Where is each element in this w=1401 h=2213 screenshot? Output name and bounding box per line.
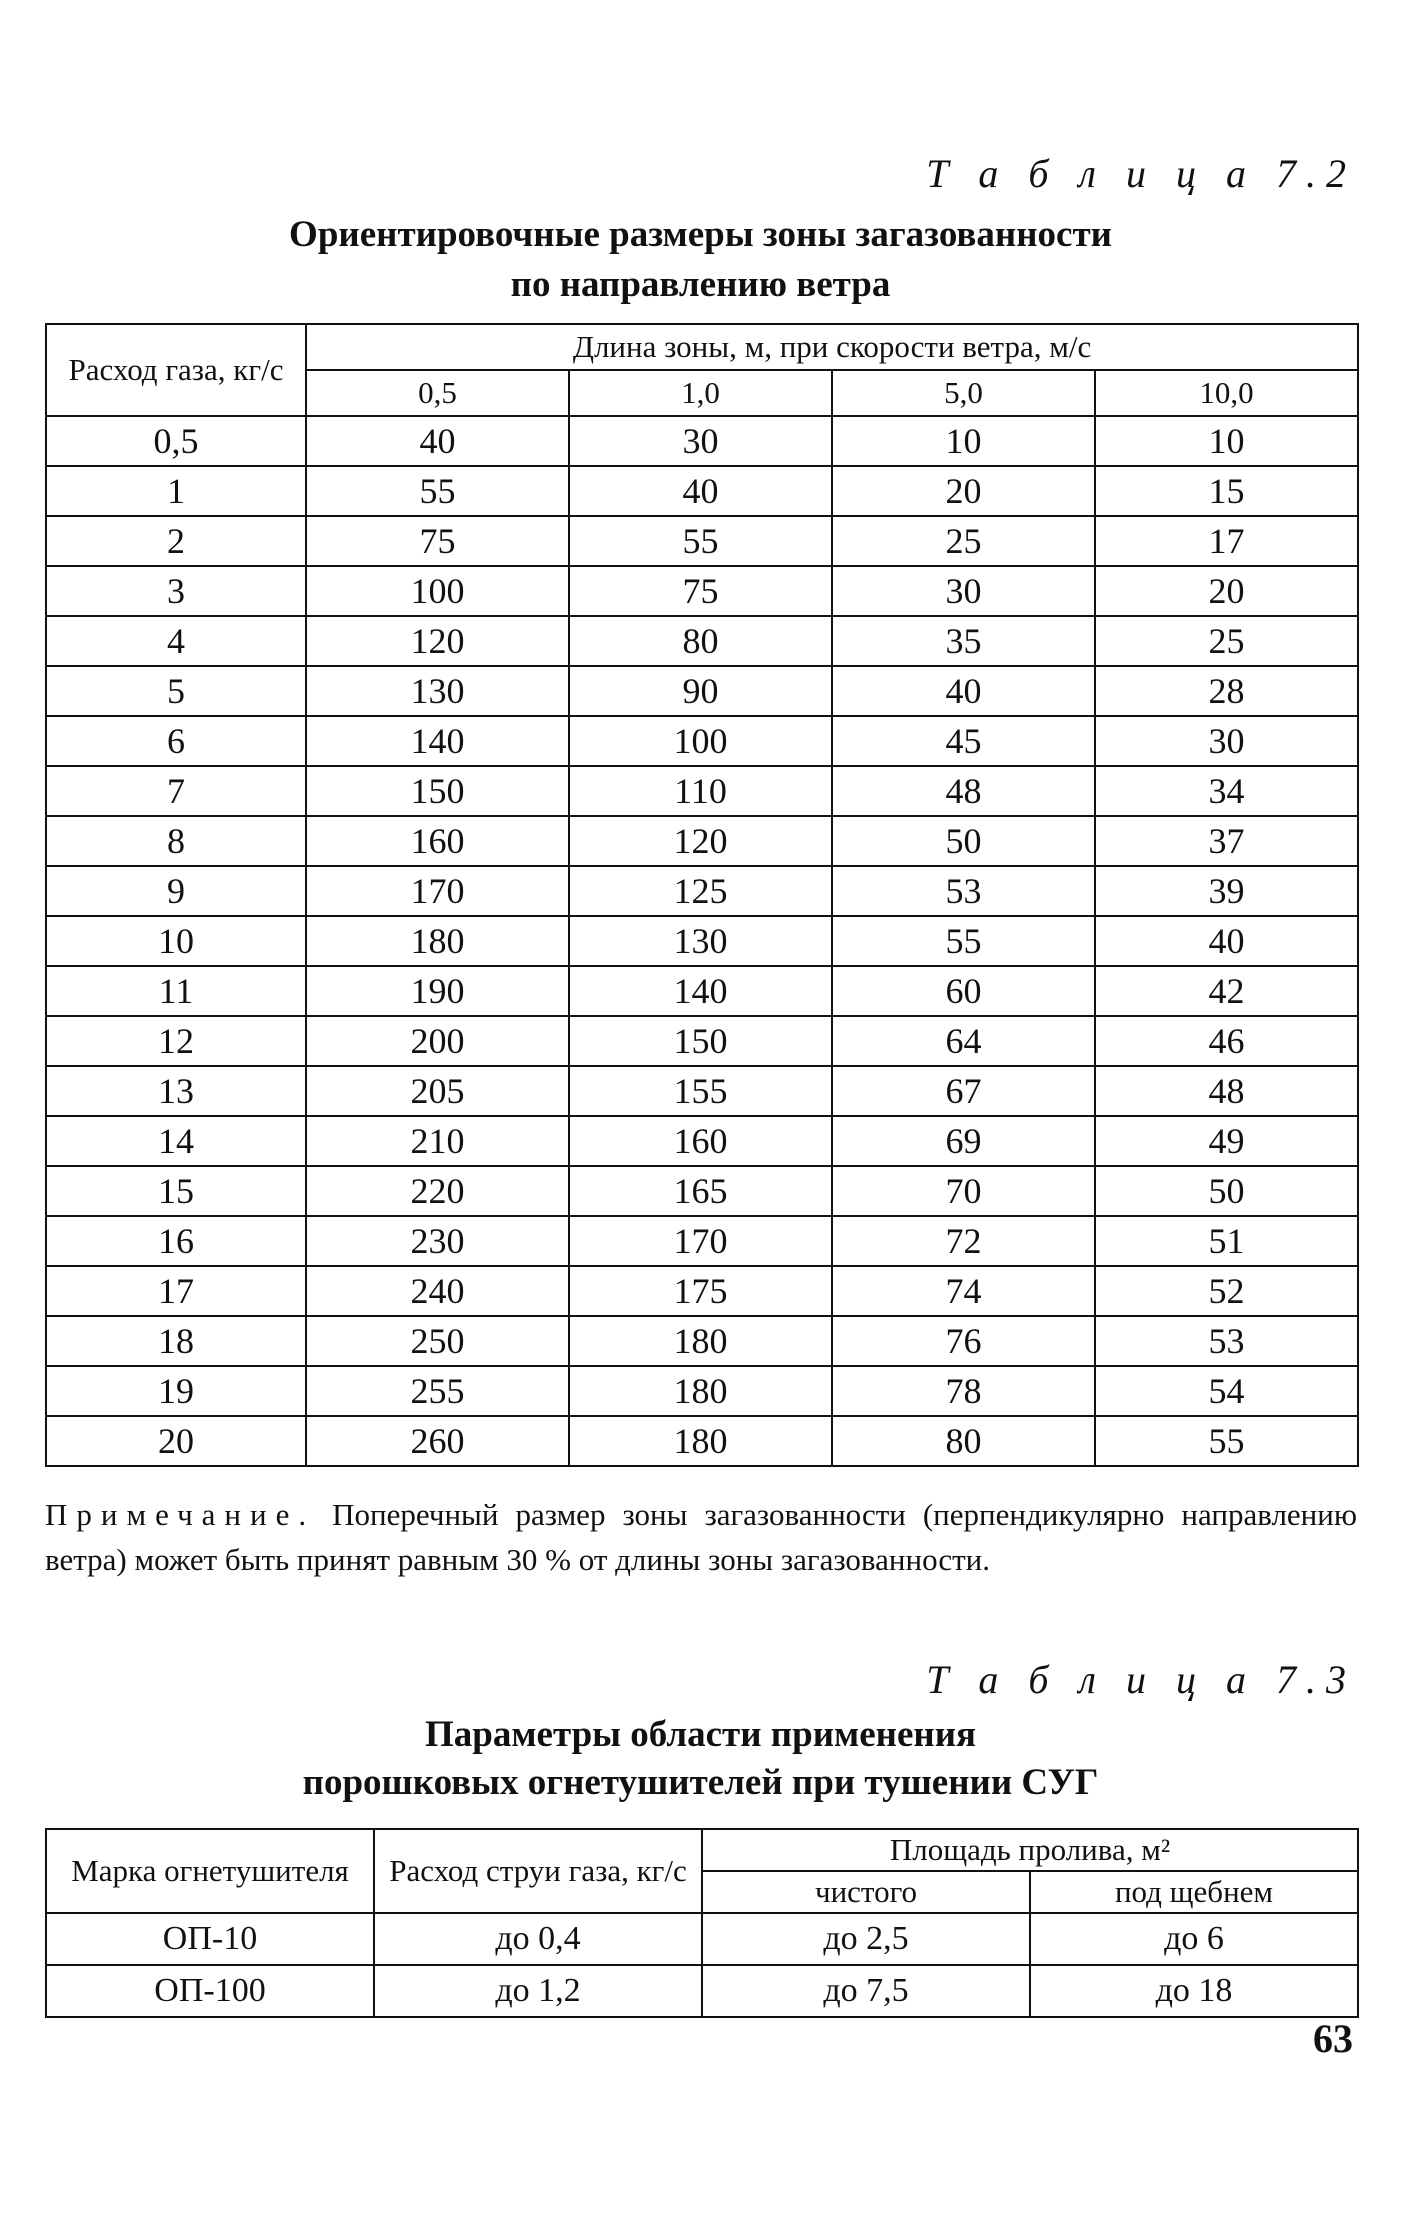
- value-cell: 170: [306, 866, 569, 916]
- table-7-3-title-line2: порошковых огнетушителей при тушении СУГ: [302, 1762, 1099, 1803]
- table-row: [46, 916, 1358, 966]
- header-speed: 0,5: [306, 370, 569, 416]
- value-cell: 42: [1095, 966, 1358, 1016]
- row-label-cell: 3: [46, 566, 306, 616]
- table-row: [46, 966, 1358, 1016]
- value-cell: 180: [569, 1416, 832, 1466]
- value-cell: 120: [569, 816, 832, 866]
- value-cell: 48: [1095, 1066, 1358, 1116]
- value-cell: 28: [1095, 666, 1358, 716]
- value-cell: 130: [306, 666, 569, 716]
- value-cell: 53: [832, 866, 1095, 916]
- value-cell: 40: [569, 466, 832, 516]
- value-cell: 72: [832, 1216, 1095, 1266]
- row-label-cell: 2: [46, 516, 306, 566]
- row-label-cell: 15: [46, 1166, 306, 1216]
- value-cell: 150: [306, 766, 569, 816]
- value-cell: 74: [832, 1266, 1095, 1316]
- value-cell: 64: [832, 1016, 1095, 1066]
- value-cell: 20: [832, 466, 1095, 516]
- value-cell: до 6: [1030, 1913, 1358, 1965]
- value-cell: до 2,5: [702, 1913, 1030, 1965]
- header-gas-flow: Расход газа, кг/с: [46, 324, 306, 416]
- value-cell: 53: [1095, 1316, 1358, 1366]
- value-cell: 17: [1095, 516, 1358, 566]
- value-cell: 180: [306, 916, 569, 966]
- table-row: [46, 716, 1358, 766]
- value-cell: 30: [1095, 716, 1358, 766]
- note-lead: Примечание.: [45, 1497, 316, 1532]
- row-label-cell: 8: [46, 816, 306, 866]
- row-label-cell: ОП-10: [46, 1913, 374, 1965]
- row-label-cell: 20: [46, 1416, 306, 1466]
- value-cell: 240: [306, 1266, 569, 1316]
- value-cell: 55: [569, 516, 832, 566]
- row-label-cell: 19: [46, 1366, 306, 1416]
- value-cell: 220: [306, 1166, 569, 1216]
- value-cell: 150: [569, 1016, 832, 1066]
- header-speed: 1,0: [569, 370, 832, 416]
- table-row: [46, 1965, 1358, 2017]
- value-cell: 45: [832, 716, 1095, 766]
- value-cell: 70: [832, 1166, 1095, 1216]
- value-cell: 37: [1095, 816, 1358, 866]
- value-cell: 51: [1095, 1216, 1358, 1266]
- value-cell: 78: [832, 1366, 1095, 1416]
- table-7-2-label: Т а б л и ц а 7.2: [926, 151, 1356, 196]
- value-cell: 130: [569, 916, 832, 966]
- value-cell: 54: [1095, 1366, 1358, 1416]
- table-row: [46, 616, 1358, 666]
- value-cell: 125: [569, 866, 832, 916]
- value-cell: 69: [832, 1116, 1095, 1166]
- row-label-cell: 12: [46, 1016, 306, 1066]
- table-7-2-note: [45, 1492, 1357, 1582]
- table-row: [46, 1366, 1358, 1416]
- value-cell: 35: [832, 616, 1095, 666]
- value-cell: 80: [832, 1416, 1095, 1466]
- row-label-cell: 7: [46, 766, 306, 816]
- table-row: [46, 1166, 1358, 1216]
- row-label-cell: 14: [46, 1116, 306, 1166]
- table-row: [46, 1913, 1358, 1965]
- value-cell: 39: [1095, 866, 1358, 916]
- table-row: [46, 1266, 1358, 1316]
- value-cell: 180: [569, 1366, 832, 1416]
- header-speed: 5,0: [832, 370, 1095, 416]
- row-label-cell: 16: [46, 1216, 306, 1266]
- row-label-cell: 4: [46, 616, 306, 666]
- value-cell: 67: [832, 1066, 1095, 1116]
- page-number: 63: [1313, 2016, 1353, 2061]
- row-label-cell: 6: [46, 716, 306, 766]
- value-cell: 15: [1095, 466, 1358, 516]
- header-under-gravel: под щебнем: [1030, 1871, 1358, 1913]
- value-cell: 30: [569, 416, 832, 466]
- table-row: [46, 1116, 1358, 1166]
- value-cell: 76: [832, 1316, 1095, 1366]
- value-cell: 75: [569, 566, 832, 616]
- table-row: [46, 1216, 1358, 1266]
- value-cell: 230: [306, 1216, 569, 1266]
- table-7-3-title-line1: Параметры области применения: [424, 1714, 977, 1755]
- value-cell: 100: [569, 716, 832, 766]
- table-row: [46, 566, 1358, 616]
- header-jet-flow: Расход струи газа, кг/с: [374, 1829, 702, 1913]
- row-label-cell: 11: [46, 966, 306, 1016]
- table-row: [46, 1316, 1358, 1366]
- table-row: [46, 1416, 1358, 1466]
- value-cell: 75: [306, 516, 569, 566]
- table-7-2: [45, 323, 1359, 1467]
- value-cell: 25: [832, 516, 1095, 566]
- table-7-3-label: Т а б л и ц а 7.3: [926, 1657, 1356, 1702]
- table-row: [46, 1016, 1358, 1066]
- header-extinguisher-mark: Марка огнетушителя: [46, 1829, 374, 1913]
- table-7-3: [45, 1828, 1359, 2018]
- value-cell: до 7,5: [702, 1965, 1030, 2017]
- value-cell: 120: [306, 616, 569, 666]
- row-label-cell: 9: [46, 866, 306, 916]
- value-cell: 100: [306, 566, 569, 616]
- value-cell: 260: [306, 1416, 569, 1466]
- value-cell: 140: [569, 966, 832, 1016]
- table-row: [46, 516, 1358, 566]
- value-cell: 49: [1095, 1116, 1358, 1166]
- value-cell: 60: [832, 966, 1095, 1016]
- value-cell: 200: [306, 1016, 569, 1066]
- table-7-2-title-line2: по направлению ветра: [510, 264, 891, 305]
- value-cell: 190: [306, 966, 569, 1016]
- value-cell: 34: [1095, 766, 1358, 816]
- value-cell: 160: [569, 1116, 832, 1166]
- value-cell: 10: [1095, 416, 1358, 466]
- value-cell: 48: [832, 766, 1095, 816]
- row-label-cell: 17: [46, 1266, 306, 1316]
- note-text: Поперечный размер зоны загазованности (перпендикулярно направлению ветра) может быть принят равным 30 % от длины зоны загазованности.: [45, 1497, 1358, 1577]
- value-cell: 40: [832, 666, 1095, 716]
- value-cell: 255: [306, 1366, 569, 1416]
- value-cell: 140: [306, 716, 569, 766]
- value-cell: 210: [306, 1116, 569, 1166]
- value-cell: 80: [569, 616, 832, 666]
- row-label-cell: 18: [46, 1316, 306, 1366]
- table-row: [46, 466, 1358, 516]
- header-zone-length: Длина зоны, м, при скорости ветра, м/с: [306, 324, 1358, 370]
- value-cell: 50: [832, 816, 1095, 866]
- value-cell: 52: [1095, 1266, 1358, 1316]
- value-cell: 160: [306, 816, 569, 866]
- value-cell: 55: [306, 466, 569, 516]
- value-cell: 180: [569, 1316, 832, 1366]
- value-cell: 55: [832, 916, 1095, 966]
- value-cell: 205: [306, 1066, 569, 1116]
- value-cell: 170: [569, 1216, 832, 1266]
- value-cell: 30: [832, 566, 1095, 616]
- header-spill-area: Площадь пролива, м²: [702, 1829, 1358, 1871]
- table-row: [46, 416, 1358, 466]
- row-label-cell: 0,5: [46, 416, 306, 466]
- value-cell: 50: [1095, 1166, 1358, 1216]
- value-cell: 155: [569, 1066, 832, 1116]
- value-cell: 110: [569, 766, 832, 816]
- header-clean: чистого: [702, 1871, 1030, 1913]
- table-7-2-title-line1: Ориентировочные размеры зоны загазованности: [289, 214, 1112, 255]
- value-cell: 175: [569, 1266, 832, 1316]
- table-row: [46, 816, 1358, 866]
- row-label-cell: 1: [46, 466, 306, 516]
- value-cell: 10: [832, 416, 1095, 466]
- value-cell: до 18: [1030, 1965, 1358, 2017]
- table-row: [46, 766, 1358, 816]
- value-cell: 25: [1095, 616, 1358, 666]
- value-cell: 20: [1095, 566, 1358, 616]
- value-cell: 55: [1095, 1416, 1358, 1466]
- value-cell: 90: [569, 666, 832, 716]
- value-cell: до 0,4: [374, 1913, 702, 1965]
- row-label-cell: ОП-100: [46, 1965, 374, 2017]
- value-cell: 46: [1095, 1016, 1358, 1066]
- table-row: [46, 666, 1358, 716]
- row-label-cell: 13: [46, 1066, 306, 1116]
- row-label-cell: 5: [46, 666, 306, 716]
- row-label-cell: 10: [46, 916, 306, 966]
- header-speed: 10,0: [1095, 370, 1358, 416]
- value-cell: 165: [569, 1166, 832, 1216]
- table-row: [46, 1066, 1358, 1116]
- value-cell: 250: [306, 1316, 569, 1366]
- value-cell: 40: [1095, 916, 1358, 966]
- value-cell: до 1,2: [374, 1965, 702, 2017]
- table-row: [46, 866, 1358, 916]
- value-cell: 40: [306, 416, 569, 466]
